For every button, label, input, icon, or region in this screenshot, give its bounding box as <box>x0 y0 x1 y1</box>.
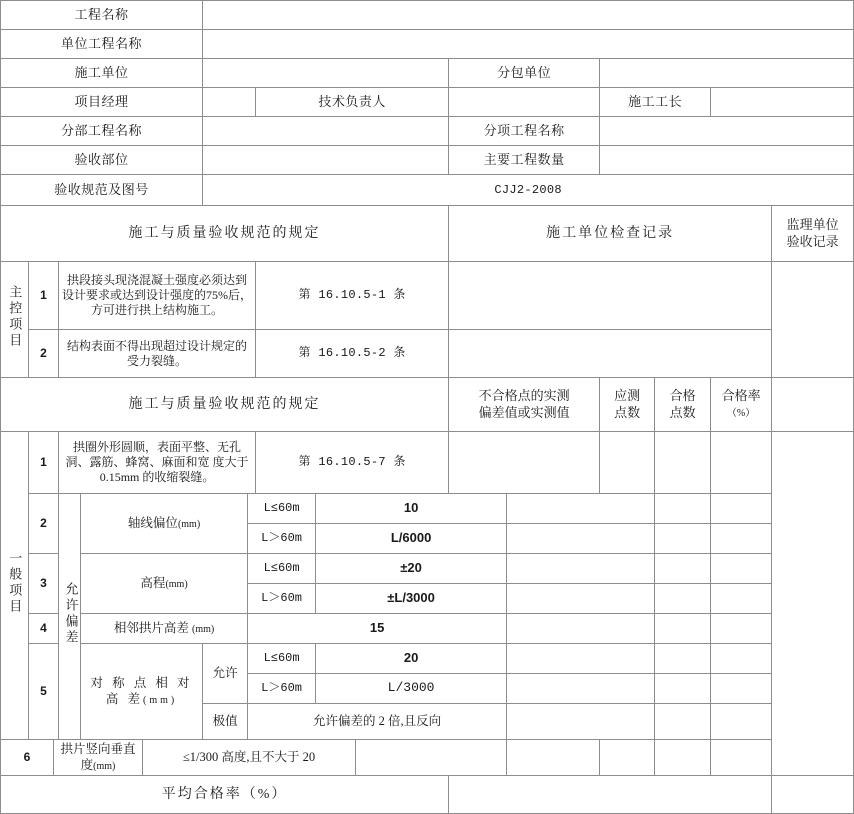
section2-header-row <box>1 378 854 432</box>
general-item-should-5b[interactable] <box>655 674 711 704</box>
key-item-record-2[interactable] <box>449 330 772 378</box>
general-item-deviation-1[interactable] <box>449 432 600 494</box>
general-item-unit-5: (mm) <box>143 694 178 706</box>
general-item-no-6: 6 <box>1 740 54 776</box>
general-item-5-sub-limit: 极值 <box>203 704 248 740</box>
key-item-row-1 <box>1 262 854 330</box>
header-deviation-line1: 不合格点的实测 <box>478 388 570 404</box>
general-item-pass-4[interactable] <box>711 614 772 644</box>
input-unit-project-name[interactable] <box>203 30 854 59</box>
section1-header-row <box>1 206 854 262</box>
key-item-record-1[interactable] <box>449 262 772 330</box>
general-item-rate-6[interactable] <box>655 740 711 776</box>
general-item-val-6: ≤1/300 高度,且不大于 20 <box>143 740 356 776</box>
header-supervisor-record <box>772 206 854 262</box>
label-unit-project-name: 单位工程名称 <box>1 30 203 59</box>
header-rate-line1: 合格率 <box>721 388 761 404</box>
general-item-cond-2a: L≤60m <box>248 494 316 524</box>
general-item-row-4 <box>1 614 854 644</box>
general-item-clause-1: 第 16.10.5-7 条 <box>256 432 449 494</box>
general-item-rate-1[interactable] <box>711 432 772 494</box>
input-project-manager[interactable] <box>203 88 256 117</box>
key-item-supervisor-record[interactable] <box>772 262 854 378</box>
general-item-should-2a[interactable] <box>655 494 711 524</box>
general-item-should-5c[interactable] <box>655 704 711 740</box>
general-item-should-6[interactable] <box>507 740 600 776</box>
general-item-should-3b[interactable] <box>655 584 711 614</box>
general-item-row-2a <box>1 494 854 524</box>
label-spec-code: 验收规范及图号 <box>1 175 203 206</box>
input-contractor[interactable] <box>203 59 449 88</box>
label-acceptance-part: 验收部位 <box>1 146 203 175</box>
header-pass-line1: 合格 <box>669 388 696 404</box>
general-item-pass-5b[interactable] <box>711 674 772 704</box>
general-item-pass-3a[interactable] <box>711 554 772 584</box>
header-pass-points <box>655 378 711 432</box>
header-should-measure-points <box>600 378 655 432</box>
label-average-pass-rate: 平均合格率（%） <box>1 776 449 814</box>
general-item-no-4: 4 <box>29 614 59 644</box>
general-item-deviation-2a[interactable] <box>507 494 655 524</box>
header-should-line1: 应测 <box>614 388 641 404</box>
input-foreman[interactable] <box>711 88 854 117</box>
general-item-unit-3: (mm) <box>165 578 188 590</box>
general-item-should-1[interactable] <box>600 432 655 494</box>
header-rate-line2: （%） <box>726 408 756 420</box>
general-item-pass-1[interactable] <box>655 432 711 494</box>
input-acceptance-part[interactable] <box>203 146 449 175</box>
key-item-row-2 <box>1 330 854 378</box>
section-title-key-items <box>1 262 29 378</box>
general-item-val-4: 15 <box>248 614 507 644</box>
label-foreman: 施工工长 <box>600 88 711 117</box>
label-technical-director: 技术负责人 <box>256 88 449 117</box>
general-item-name-5-text: 对 称 点 相 对 高 差 <box>90 675 193 706</box>
general-item-limit-text-5: 允许偏差的 2 倍,且反向 <box>248 704 507 740</box>
label-project-manager: 项目经理 <box>1 88 203 117</box>
general-item-unit-2: (mm) <box>177 518 201 530</box>
general-item-pass-5a[interactable] <box>711 644 772 674</box>
section-title-general-items <box>1 432 29 740</box>
label-main-quantity: 主要工程数量 <box>449 146 600 175</box>
input-average-pass-rate[interactable] <box>449 776 772 814</box>
general-item-deviation-3b[interactable] <box>507 584 655 614</box>
form-row-contractor <box>1 59 854 88</box>
general-item-deviation-5b[interactable] <box>507 674 655 704</box>
general-item-name-6 <box>54 740 143 776</box>
general-item-val-3b: ±L/3000 <box>316 584 507 614</box>
general-item-name-4 <box>81 614 248 644</box>
key-item-text-1: 拱段接头现浇混凝土强度必须达到设计要求或达到设计强度的75%后，方可进行拱上结构施工。 <box>59 262 256 330</box>
general-item-val-3a: ±20 <box>316 554 507 584</box>
header-should-line2: 点数 <box>614 404 641 420</box>
general-supervisor-record[interactable] <box>772 432 854 776</box>
general-item-unit-4: (mm) <box>192 623 215 635</box>
general-item-cond-3b: L＞60m <box>248 584 316 614</box>
input-subdivision-name[interactable] <box>600 117 854 146</box>
input-technical-director[interactable] <box>449 88 600 117</box>
input-main-quantity[interactable] <box>600 146 854 175</box>
input-spec-code[interactable]: CJJ2-2008 <box>203 175 854 206</box>
header-spec-requirement-2: 施工与质量验收规范的规定 <box>1 378 449 432</box>
general-item-pass-2a[interactable] <box>711 494 772 524</box>
general-item-deviation-5c[interactable] <box>507 704 655 740</box>
form-row-personnel <box>1 88 854 117</box>
general-item-val-5b: L/3000 <box>316 674 507 704</box>
key-item-no-1: 1 <box>29 262 59 330</box>
input-division-name[interactable] <box>203 117 449 146</box>
general-item-val-5a: 20 <box>316 644 507 674</box>
general-item-deviation-5a[interactable] <box>507 644 655 674</box>
general-item-val-2a: 10 <box>316 494 507 524</box>
general-item-deviation-2b[interactable] <box>507 524 655 554</box>
general-item-deviation-6[interactable] <box>356 740 507 776</box>
general-item-5-sub-allow: 允许 <box>203 644 248 704</box>
general-item-row-1 <box>1 432 854 494</box>
general-item-row-5a <box>1 644 854 674</box>
header-spec-requirement: 施工与质量验收规范的规定 <box>1 206 449 262</box>
general-item-no-1: 1 <box>29 432 59 494</box>
header-pass-line2: 点数 <box>669 404 696 420</box>
general-item-name-3 <box>81 554 248 614</box>
general-item-val-2b: L/6000 <box>316 524 507 554</box>
input-project-name[interactable] <box>203 1 854 30</box>
form-row-acceptance-part <box>1 146 854 175</box>
form-row-project-name <box>1 1 854 30</box>
header-contractor-record: 施工单位检查记录 <box>449 206 772 262</box>
general-item-name-4-text: 相邻拱片高差 <box>113 620 189 635</box>
general-item-no-5: 5 <box>29 644 59 740</box>
header-supervisor-line2: 验收记录 <box>786 233 839 249</box>
general-item-cond-5b: L＞60m <box>248 674 316 704</box>
general-item-name-2 <box>81 494 248 554</box>
form-row-division <box>1 117 854 146</box>
form-row-unit-project-name <box>1 30 854 59</box>
general-item-name-6-text: 拱片竖向垂直度 <box>60 741 136 772</box>
general-item-cond-3a: L≤60m <box>248 554 316 584</box>
subsection-title-allowable-deviation <box>59 494 81 740</box>
subsection-title-allowable-deviation-text: 允许偏差 <box>63 582 79 647</box>
general-item-row-3a <box>1 554 854 584</box>
general-item-should-2b[interactable] <box>655 524 711 554</box>
general-item-cond-2b: L＞60m <box>248 524 316 554</box>
input-subcontractor[interactable] <box>600 59 854 88</box>
form-row-spec-code <box>1 175 854 206</box>
header-supervisor-record-spacer <box>772 378 854 432</box>
header-deviation-line2: 偏差值或实测值 <box>478 404 570 420</box>
general-item-cond-5a: L≤60m <box>248 644 316 674</box>
general-item-no-3: 3 <box>29 554 59 614</box>
label-project-name: 工程名称 <box>1 1 203 30</box>
general-item-pass-3b[interactable] <box>711 584 772 614</box>
general-item-should-5a[interactable] <box>655 644 711 674</box>
general-item-name-2-text: 轴线偏位 <box>127 515 178 530</box>
general-item-deviation-4[interactable] <box>507 614 655 644</box>
key-item-text-2: 结构表面不得出现超过设计规定的受力裂缝。 <box>59 330 256 378</box>
header-pass-rate <box>711 378 772 432</box>
average-pass-rate-supervisor[interactable] <box>772 776 854 814</box>
general-item-should-3a[interactable] <box>655 554 711 584</box>
header-supervisor-line1: 监理单位 <box>786 217 839 233</box>
section-title-key-items-text: 主控项目 <box>7 285 23 350</box>
general-item-unit-6: (mm) <box>93 760 116 772</box>
label-division-name: 分部工程名称 <box>1 117 203 146</box>
general-item-name-5 <box>81 644 203 740</box>
section-title-general-items-text: 一般项目 <box>7 551 23 616</box>
general-item-pass-2b[interactable] <box>711 524 772 554</box>
label-subdivision-name: 分项工程名称 <box>449 117 600 146</box>
key-item-no-2: 2 <box>29 330 59 378</box>
general-item-row-6 <box>1 740 854 776</box>
general-item-text-1: 拱圈外形圆顺，表面平整、无孔洞、露筋、蜂窝、麻面和宽 度大于 0.15mm 的收缩裂缝。 <box>59 432 256 494</box>
header-deviation-value <box>449 378 600 432</box>
general-item-should-4[interactable] <box>655 614 711 644</box>
general-item-name-3-text: 高程 <box>140 575 166 590</box>
general-item-pass-5c[interactable] <box>711 704 772 740</box>
label-contractor: 施工单位 <box>1 59 203 88</box>
key-item-clause-2: 第 16.10.5-2 条 <box>256 330 449 378</box>
general-item-no-2: 2 <box>29 494 59 554</box>
average-pass-rate-row <box>1 776 854 814</box>
label-subcontractor: 分包单位 <box>449 59 600 88</box>
general-item-pass-6[interactable] <box>600 740 655 776</box>
key-item-clause-1: 第 16.10.5-1 条 <box>256 262 449 330</box>
general-item-deviation-3a[interactable] <box>507 554 655 584</box>
